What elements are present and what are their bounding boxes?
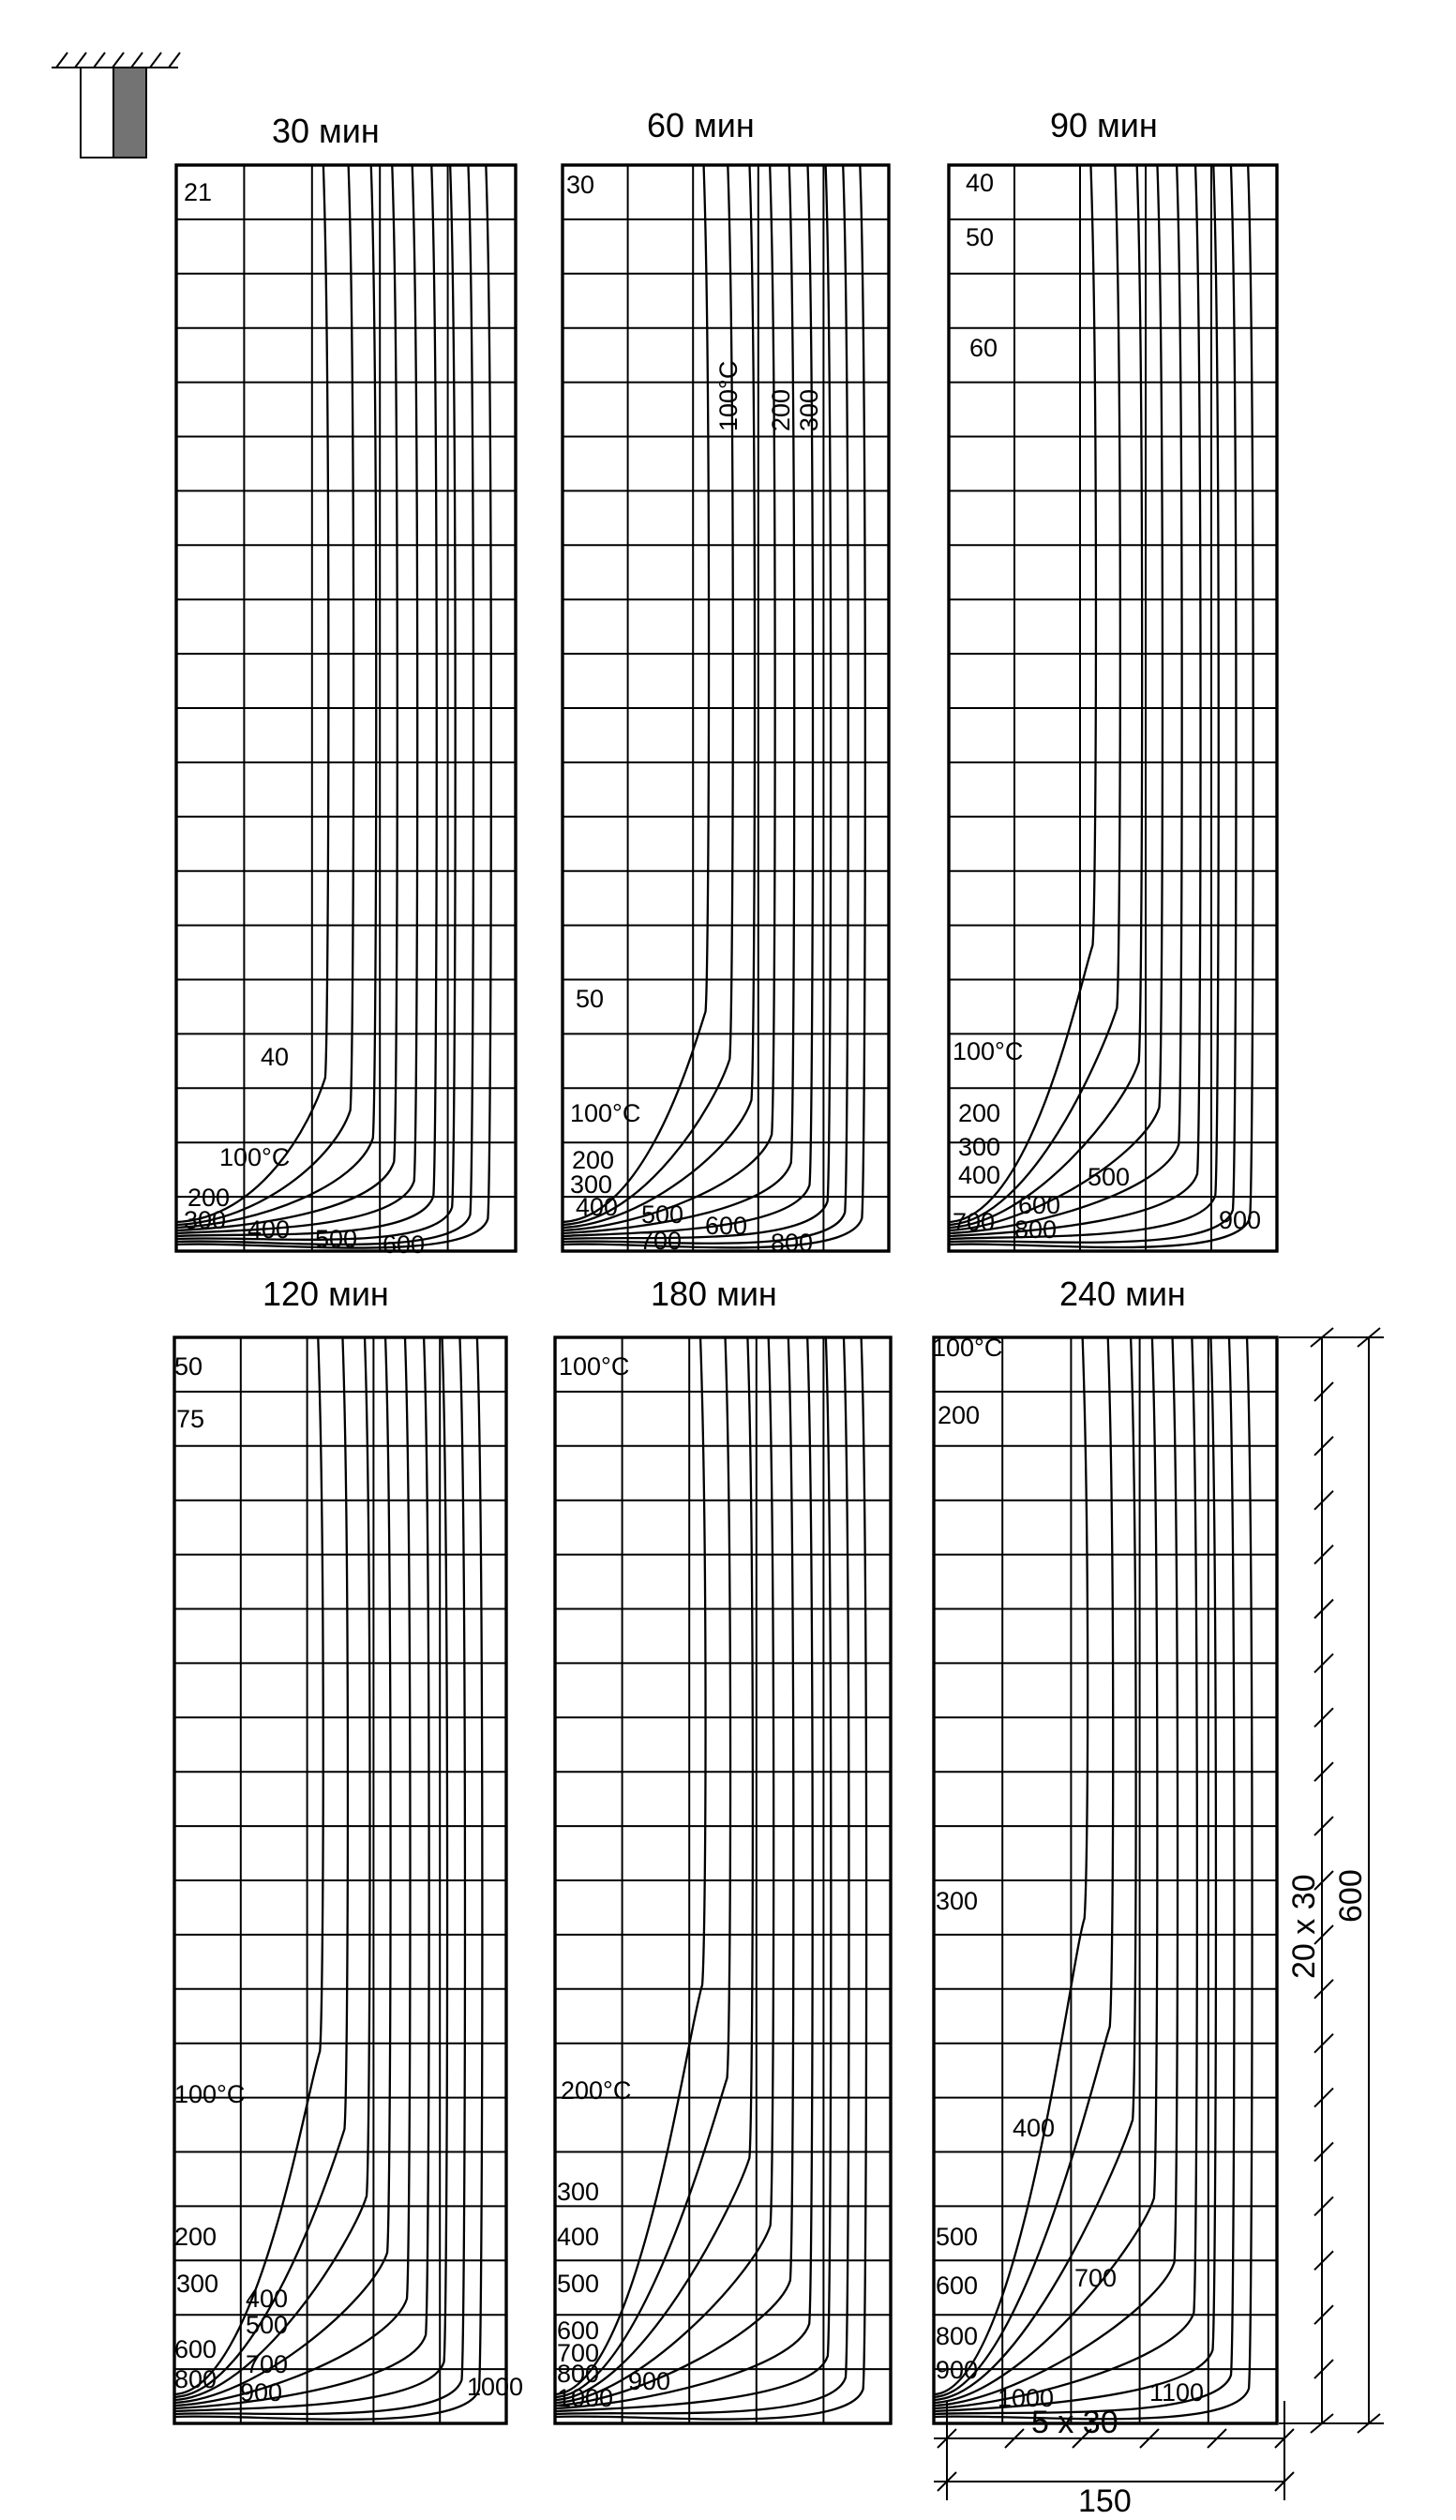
isotherm-label: 50 (174, 1352, 203, 1381)
isotherm-label: 300 (184, 1206, 227, 1234)
isotherm-label: 500 (557, 2270, 600, 2298)
isotherm-label: 200 (767, 388, 795, 431)
isotherm-label: 200 (174, 2223, 218, 2251)
panel-title-180: 180 мин (651, 1275, 777, 1313)
isotherm-label: 300 (936, 1887, 979, 1915)
dimension-tick (1314, 1437, 1333, 1456)
dimension-tick (1314, 2089, 1333, 2107)
isotherm-label: 600 (557, 2316, 600, 2345)
dimension-tick (1314, 2251, 1333, 2270)
isotherm-label: 100°C (219, 1143, 291, 1171)
isotherm-line (176, 165, 417, 1233)
isotherm-line (949, 165, 1142, 1228)
isotherm-line (949, 165, 1219, 1239)
isotherm-label: 30 (566, 171, 595, 199)
isotherm-label: 200 (938, 1401, 981, 1429)
dimension-tick (1314, 1762, 1333, 1781)
dimension-tick (1314, 1708, 1333, 1727)
isotherm-line (949, 165, 1182, 1233)
dimension-tick (1314, 1546, 1333, 1564)
isotherm-label: 200 (188, 1184, 231, 1212)
dimension-tick (1314, 1653, 1333, 1672)
dimension-tick (1314, 1980, 1333, 1999)
isotherm-label: 400 (1013, 2114, 1056, 2142)
isotherm-line (563, 165, 794, 1233)
isotherm-line (949, 165, 1236, 1243)
isotherm-label: 700 (953, 1208, 996, 1236)
isotherm-label: 800 (174, 2365, 218, 2393)
isotherm-label: 1000 (467, 2373, 524, 2401)
isotherm-label: 100°C (932, 1334, 1003, 1362)
isotherm-label: 100°C (953, 1037, 1024, 1065)
isotherm-label: 1100 (1149, 2378, 1205, 2407)
isotherm-label: 300 (570, 1170, 613, 1199)
isotherm-label: 700 (639, 1227, 683, 1255)
isotherm-label: 75 (176, 1405, 205, 1433)
isotherm-label: 900 (240, 2378, 283, 2407)
isotherm-line (563, 165, 775, 1230)
isotherm-label: 800 (557, 2360, 600, 2388)
isotherm-line (563, 165, 831, 1239)
panel-grid-90 (949, 165, 1277, 1251)
isotherm-label: 100°C (559, 1352, 630, 1381)
isotherm-label: 300 (176, 2270, 219, 2298)
panel-title-90: 90 мин (1050, 106, 1158, 144)
isotherm-label: 600 (1018, 1191, 1061, 1219)
isotherm-label: 50 (966, 223, 995, 251)
isotherm-label: 1000 (998, 2384, 1055, 2412)
dimension-tick (1314, 2143, 1333, 2162)
dimension-tick (1314, 1382, 1333, 1401)
isotherm-line (176, 165, 473, 1245)
isotherm-label: 800 (936, 2322, 979, 2350)
isotherm-label: 1000 (557, 2384, 614, 2412)
panel-grid-60 (563, 165, 889, 1251)
height-cells-label: 20 x 30 (1286, 1874, 1322, 1979)
dimension-tick (1314, 1817, 1333, 1835)
isotherm-label: 40 (261, 1043, 290, 1071)
isotherm-label: 200 (572, 1146, 615, 1174)
isotherm-label: 40 (966, 169, 995, 197)
isotherm-label: 400 (246, 2285, 289, 2313)
isotherm-label: 400 (958, 1161, 1001, 1189)
panel-grid-180 (555, 1337, 891, 2423)
panel-title-240: 240 мин (1059, 1275, 1186, 1313)
isotherm-line (176, 165, 456, 1240)
isotherm-label: 900 (1219, 1206, 1262, 1234)
panel-title-60: 60 мин (647, 106, 755, 144)
isotherm-label: 900 (936, 2356, 979, 2384)
isotherm-label: 100°C (714, 360, 743, 431)
isotherm-label: 500 (936, 2223, 979, 2251)
isotherm-label: 500 (1088, 1163, 1131, 1191)
panel-title-30: 30 мин (272, 112, 380, 150)
isotherm-label: 800 (771, 1229, 814, 1257)
isotherm-label: 700 (1074, 2264, 1118, 2292)
isotherm-label: 400 (576, 1193, 619, 1221)
isotherm-line (563, 165, 848, 1244)
isotherm-label: 300 (557, 2178, 600, 2206)
isotherm-line (563, 165, 709, 1222)
isotherm-line (176, 165, 328, 1222)
isotherm-label: 900 (628, 2367, 671, 2395)
isotherm-label: 600 (383, 1230, 426, 1259)
isotherm-label: 600 (705, 1212, 748, 1240)
isotherm-label: 100°C (174, 2080, 246, 2108)
dimension-tick (1314, 1600, 1333, 1619)
isotherm-label: 500 (315, 1225, 358, 1253)
isotherm-label: 100°C (570, 1099, 641, 1127)
isotherm-label: 400 (557, 2223, 600, 2251)
isotherm-label: 700 (246, 2350, 289, 2378)
isotherm-label: 300 (958, 1133, 1001, 1161)
cross-section-icon (52, 53, 180, 158)
isotherm-label: 21 (184, 178, 213, 206)
isotherm-line (174, 1337, 465, 2414)
isotherm-line (555, 1337, 848, 2414)
isotherm-label: 500 (246, 2311, 289, 2339)
isotherm-label: 600 (936, 2271, 979, 2300)
isotherm-label: 200°C (561, 2076, 632, 2105)
dimension-tick (1314, 2196, 1333, 2215)
isotherm-label: 400 (248, 1215, 291, 1244)
panel-grid-30 (176, 165, 516, 1251)
width-cells-label: 5 x 30 (1031, 2405, 1118, 2440)
width-total-label: 150 (1078, 2483, 1132, 2519)
isotherm-label: 200 (958, 1099, 1001, 1127)
isotherm-label: 300 (795, 388, 823, 431)
isotherm-label: 50 (576, 985, 605, 1013)
isotherm-label: 800 (1014, 1215, 1058, 1244)
height-total-label: 600 (1333, 1869, 1369, 1923)
isotherm-label: 600 (174, 2335, 218, 2363)
dimension-tick (1314, 2034, 1333, 2053)
isotherm-label: 700 (557, 2339, 600, 2367)
dimension-tick (1314, 2305, 1333, 2324)
dimension-tick (1314, 2360, 1333, 2378)
panel-title-120: 120 мин (263, 1275, 389, 1313)
isotherm-line (934, 1337, 1234, 2414)
isotherm-label: 60 (969, 334, 998, 362)
isotherm-label: 500 (641, 1200, 684, 1229)
dimension-tick (1314, 1491, 1333, 1510)
panel-grid-120 (174, 1337, 506, 2423)
